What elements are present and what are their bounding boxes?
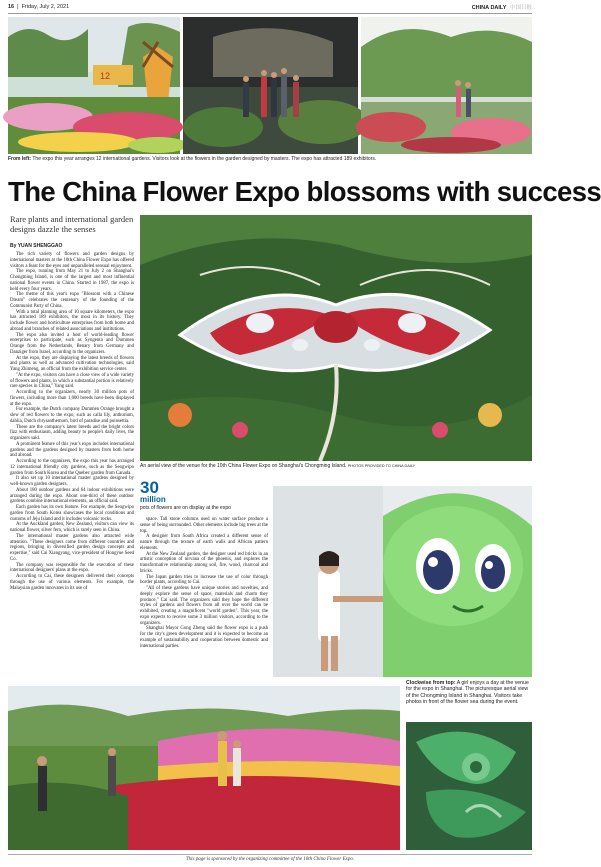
issue-date: Friday, July 2, 2021 xyxy=(21,4,70,10)
top-photo-caption xyxy=(8,156,532,162)
caption-label: From left: xyxy=(8,156,32,162)
article-paragraph: "At the expo, visitors can have a close view of a wide variety of flowers and plants, in which a substantial portion is relatively rare species in China," Yang said. xyxy=(10,372,134,390)
article-paragraph: According to the organizers, nearly 30 million pots of flowers, including more than 1,000 breeds have been displayed at the expo. xyxy=(10,390,134,407)
article-paragraph: With a total planning area of 10 square kilometers, the expo has attracted 189 exhibitors, the most in its history. They include flower and horticulture enterprises from both home and abroad and branches of related associations and institutions. xyxy=(10,309,134,332)
photo-girl-mascot xyxy=(273,486,532,677)
side-photo-caption xyxy=(406,680,532,706)
sponsor-footer: This page is sponsored by the organizing committee of the 10th China Flower Expo. xyxy=(185,857,355,862)
article-paragraph: At the New Zealand garden, the designer used red bricks in an artistic conception of nirvana of the phoenix, and explores the transformative relationship among soil, fire, wood, charcoal and bricks. xyxy=(140,551,268,574)
article-paragraph: At the expo, they are displaying the latest breeds of flowers and plants as well as advanced cultivation technologies, said Yang Zhimeng, an official from the exhibition service center. xyxy=(10,355,134,372)
article-paragraph: It also set up 10 international master gardens designed by well-known garden designers. xyxy=(10,476,134,487)
article-paragraph: These are the company's latest breeds and the bright colors fizz with enthusiasm, adding beauty to people's daily lives, the organizers said. xyxy=(10,424,134,441)
aerial-caption-text: An aerial view of the venue for the 10th China Flower Expo on Shanghai's Chongming Island. xyxy=(140,463,347,469)
article-paragraph: A designer from South Africa created a different sense of nature through the texture of earth walls and African pattern elements. xyxy=(140,534,268,551)
article-paragraph: For example, the Dutch company Dummen Orange brought a slew of red flowers to the expo, such as calla lily, anthurium, dahlia, Dutch chrysanthemum, bird of paradise and poinsettia. xyxy=(10,407,134,424)
photo-aerial-venue xyxy=(140,215,532,461)
photo-credit: PHOTOS PROVIDED TO CHINA DAILY xyxy=(347,464,416,468)
article-paragraph: "All of these gardens have unique stories and novelties, and deeply explore the sense of space, materials and charm they produce," Cai said. The organizers said they hope the different styles of gardens and flowers from all over the world can be exhibited, creating a magnificent "world garden". This year, the expo expects to receive some 3 million visitors, according to the organizers. xyxy=(140,586,268,626)
page-header xyxy=(8,2,532,12)
article-paragraph: Each garden has its own feature. For example, the Seogwipo garden from South Korea showcases the local conditions and customs of Jeju Island and it includes volcanic rocks. xyxy=(10,505,134,522)
side-caption-label: Clockwise from top: xyxy=(406,680,456,686)
photo-flower-sea xyxy=(8,686,400,850)
photo-visitors-greenhouse xyxy=(361,17,532,154)
article-paragraph: The expo also invited a host of world-leading flower enterprises to participate, such as Syngenta and Dummen Orange from the Netherlands, Benary from Germany and Danziger from Israel, according to the organizers. xyxy=(10,332,134,355)
byline: By YUAN SHENGGAO xyxy=(10,243,63,249)
photo-garden-windmill xyxy=(8,17,180,154)
header-rule xyxy=(8,13,532,14)
article-paragraph: The expo, running from May 21 to July 2 on Shanghai's Chongming Island, is one of the largest and most influential national flower events in China. Started in 1987, the expo is held every four years. xyxy=(10,269,134,292)
photo-flower-sculpture xyxy=(406,722,532,850)
article-paragraph: Shanghai Mayor Gong Zheng said the flower expo is a push for the city's green development and it is expected to become an example of sustainability and cooperation between domestic and international parties. xyxy=(140,626,268,649)
separator: | xyxy=(17,4,19,10)
aerial-caption xyxy=(140,463,532,469)
article-paragraph: A prominent feature of this year's expo includes international gardens and the gardens designed by masters from both home and abroad. xyxy=(10,441,134,459)
footer-rule xyxy=(8,854,532,855)
photo-masters-garden xyxy=(183,17,358,154)
article-paragraph: space. Tall stone columns used on water surface produce a sense of being surrounded. Other elements include big trees at the top. xyxy=(140,517,268,534)
caption-text: The expo this year arranges 12 international gardens. Visitors look at the flowers in the garden designed by masters. The expo has attracted 189 exhibitors. xyxy=(31,156,377,162)
article-paragraph: According to Cai, these designers delivered their concepts through the use of various elements. For example, the Malaysian garden innovates in its use of xyxy=(10,574,134,591)
article-paragraph: The theme of this year's expo "Blossom with a Chinese Dream" celebrates the centenary of the founding of the Communist Party of China. xyxy=(10,292,134,309)
article-column-2 xyxy=(140,517,268,649)
stat-number: 30 xyxy=(140,478,159,497)
headline: The China Flower Expo blossoms with success xyxy=(8,176,601,207)
brand-name-cn: 中国日报 xyxy=(509,5,532,11)
side-caption-text: A girl enjoys a day at the venue for the expo in Shanghai. The picturesque aerial view of the Chongming Island in Shanghai. Visitors take photos in front of the flower sea during the event. xyxy=(406,680,529,706)
brand-name: CHINA DAILY xyxy=(471,5,507,11)
article-paragraph: According to the organizers, the expo this year has arranged 12 international friendly city gardens, such as the Seogwipo garden from South Korea and the Quebec garden from Canada. xyxy=(10,459,134,476)
article-paragraph: The rich variety of flowers and garden designs by international masters at the 10th China Flower Expo has offered visitors a feast for the eyes and unparalleled sensual enjoyment. xyxy=(10,252,134,269)
page-number: 16 xyxy=(8,4,15,10)
stat-unit: million xyxy=(140,495,166,504)
article-column-1 xyxy=(10,252,134,591)
article-paragraph: The Japan garden tries to increase the use of color through border plants, according to Cai. xyxy=(140,574,268,586)
stat-description: pots of flowers are on display at the expo xyxy=(140,505,231,511)
article-paragraph: The company was responsible for the execution of these international designers' plans at the expo. xyxy=(10,562,134,574)
article-paragraph: At the Auckland garden, New Zealand, visitors can view its national flower, silver fern, which is rarely seen in China. xyxy=(10,522,134,533)
deck: Rare plants and international garden designs dazzle the senses xyxy=(10,214,134,234)
article-paragraph: About 180 outdoor gardens and 64 indoor exhibitions were arranged during the expo. About one-third of these outdoor gardens combine international elements, an official said. xyxy=(10,487,134,505)
svg-text:12: 12 xyxy=(100,71,111,81)
article-paragraph: The international master gardens also attracted wide attention. "These designers come from different countries and regions, bringing in diversified garden design concepts and expertise," said Cai Xiangyang, vice-president of Hongyue Seed Co. xyxy=(10,533,134,562)
